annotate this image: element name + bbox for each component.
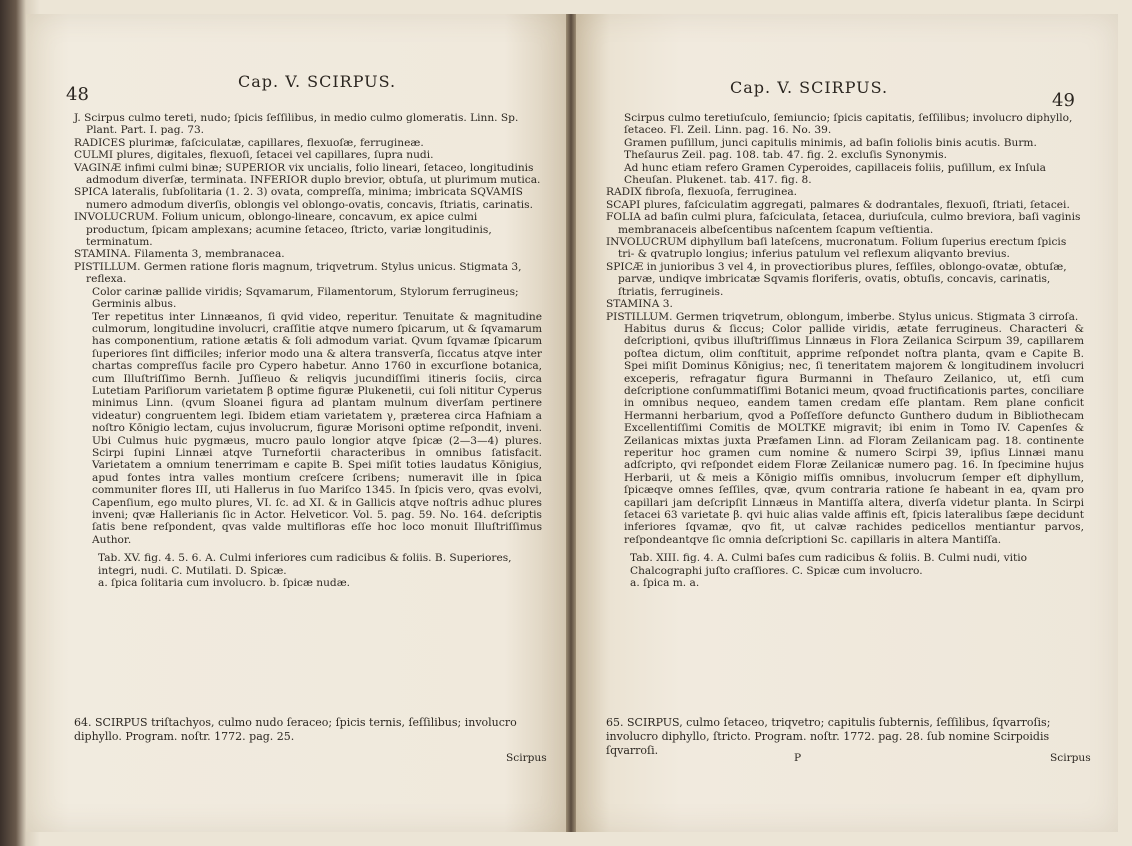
left-para: CULMI plures, digitales, flexuoſi, ſetacei vel capillares, ſupra nudi. <box>74 149 434 162</box>
right-entry-65: 65. SCIRPUS, culmo ſetaceo, triqvetro; capitulis ſubternis, ſeſſilibus, ſqvarroſis; involucro diphyllo, ſtricto. Program. noſtr. 1772. pag. 28. ſub nomine Scirpoidis ſqvarroſi. <box>606 716 1051 757</box>
left-para: RADICES plurimæ, faſciculatæ, capillares, flexuoſæ, ferrugineæ. <box>74 136 424 149</box>
right-page-number: 49 <box>1052 90 1075 111</box>
right-para: Scirpus culmo teretiuſculo, ſemiuncio; ſpicis capitatis, ſeſſilibus; involucro diphyllo, ſetaceo. Fl. Zeil. Linn. pag. 16. No. 39. <box>624 112 1073 137</box>
right-para: Gramen puſillum, junci capitulis minimis, ad baſin foliolis binis acutis. Burm. Theſaurus Zeil. pag. 108. tab. 47. fig. 2. excluſis Synonymis. <box>624 136 1037 162</box>
left-page-number: 48 <box>66 84 89 105</box>
right-para: FOLIA ad baſin culmi plura, faſciculata, ſetacea, duriuſcula, culmo breviora, baſi vaginis membranaceis albeſcentibus naſcentem ſcapum veſtientia. <box>606 211 1081 236</box>
right-para: RADIX fibroſa, flexuoſa, ferruginea. <box>606 186 798 199</box>
left-para: PISTILLUM. Germen ratione floris magnum, triqvetrum. Stylus unicus. Stigmata 3, reflexa. <box>74 260 522 286</box>
left-para: Color carinæ pallide viridis; Sqvamarum, Filamentorum, Stylorum ferrugineus; Germinis albus. <box>92 285 519 311</box>
left-para: VAGINÆ infimi culmi binæ; SUPERIOR vix uncialis, folio lineari, ſetaceo, longitudinis admodum diverſæ, terminata. INFERIOR duplo brevior, obtuſa, ut plurimum mutica. <box>74 161 541 187</box>
left-entry-64: 64. SCIRPUS triſtachyos, culmo nudo ſeraceo; ſpicis ternis, ſeſſilibus; involucro diphyllo. Program. noſtr. 1772. pag. 25. <box>74 716 517 743</box>
left-catchword: Scirpus <box>506 752 547 764</box>
right-para: Ad hunc etiam refero Gramen Cyperoides, capillaceis foliis, puſillum, ex Inſula Cheuſan. Plukenet. tab. 417. fig. 8. <box>624 161 1046 187</box>
left-para: SPICA lateralis, ſubſolitaria (1. 2. 3) ovata, compreſſa, minima; imbricata SQVAMIS numero admodum diverſis, oblongis vel oblongo-ovatis, concavis, ſtriatis, carinatis. <box>74 186 533 211</box>
right-para: INVOLUCRUM diphyllum baſi lateſcens, mucronatum. Folium ſuperius erectum ſpicis tri- & qvatruplo longius; inferius patulum vel reflexum aliqvanto brevius. <box>606 236 1067 261</box>
left-para: STAMINA. Filamenta 3, membranacea. <box>74 248 285 261</box>
left-para: INVOLUCRUM. Folium unicum, oblongo-lineare, concavum, ex apice culmi productum, ſpicam amplexans; acumine ſetaceo, ſtricto, variæ longitudinis, terminatum. <box>74 211 492 249</box>
left-page <box>26 14 572 832</box>
right-para: PISTILLUM. Germen triqvetrum, oblongum, imberbe. Stylus unicus. Stigmata 3 cirroſa. <box>606 310 1079 323</box>
left-para: Ter repetitus inter Linnæanos, ſi qvid video, reperitur. Tenuitate & magnitudine culmorum, longitudine involucri, craſſitie atqve numero ſpicarum, ut & ſqvamarum has componentium, ratione ætatis & ſoli admodum variat. Qvum ſqvamæ ſpicarum ſuperiores ſint difficiles; inferior modo una & altera transverſa, ſiccatus atqve inter chartas compreſſus facile pro Cypero habetur. Anno 1760 in excurſione botanica, cum Illuſtriſſimo Bernh. Juſſieuo & reliqvis jucundiſſimi itineris ſociis, circa Lutetiam Pariſiorum varietatem β optime figuræ Plukenetii, cui ſoli nititur Cyperus minimus Linn. (qvum Sloanei figura ad plantam mulnum diverſam pertinere videatur) congruentem legi. Ibidem etiam varietatem γ, præterea circa Hafniam a noſtro Kōnigio lectam, cujus involucrum, figuræ Morisoni optime reſpondit, inveni. Ubi Culmus huic pygmæus, mucro paulo longior atqve ſpicæ (2—3—4) plures. Scirpi ſupini Linnæi atqve Turnefortii characteribus in omnibus ſatisfacit. Varietatem a omnium tenerrimam e capite B. Spei miſit toties laudatus Kōnigius, apud fontes intra valles montium creſcere ſcribens; numeravit ille in ſpica communiter flores III, uti Hallerus in ſuo Mariſco 1345. In ſpicis vero, qvas evolvi, Capenſium, ego multo plures, VI. ſc. ad XI. & in Gallicis atqve noſtris adhuc plures inveni; qvæ Hallerianis ſic in Actor. Helveticor. Vol. 5. pag. 59. No. 164. deſcriptis ſatis bene reſpondent, qvas valde multifloras eſſe hoc loco monuit Illuſtriſſimus Author. <box>92 310 542 546</box>
right-para: Habitus durus & ſiccus; Color pallide viridis, ætate ferrugineus. Characteri & deſcriptioni, qvibus illuſtriſſimus Linnæus in Flora Zeilanica Scirpum 39, capillarem poſtea dictum, olim conſtituit, apprime reſpondet noſtra planta, qvam e Capite B. Spei miſit Dominus Kōnigius; nec, ſi teneritatem majorem & longitudinem involucri exceperis, refragatur figura Burmanni in Theſauro Zeilanico, ut, etſi cum deſcriptione conſummatiſſimi Botanici meum, qvoad fructificationis partes, conciliare in omnibus nequeo, eandem tamen credam eſſe plantam. Rem plane conficit Hermanni herbarium, qvod a Poſſeſſore defuncto Gunthero dudum in Bibliothecam Excellentiſſimi Comitis de MOLTKE migravit; ibi enim in Tomo IV. Capenſes & Zeilanicas mixtas juxta Præfamen Linn. ad Floram Zeilanicam pag. 18. continente reperitur hoc gramen cum nomine & numero Scirpi 39, ipſius Linnæi manu adſcripto, qvi reſpondet eidem Floræ Zeilanicæ numero pag. 16. In ſpecimine hujus Herbarii, ut & meis a Kōnigio miſſis omnibus, involucrum ſemper eſt diphyllum, ſpicæqve omnes ſeſſiles, qvæ, qvum contraria ratione ſe habeant in ea, qvam pro capillari jam deſcripſit Linnæus in Mantiſſa altera, diverſa videtur planta. In Scirpi ſetacei 63 varietate β. qvi huic alias valde affinis eſt, ſpicis lateralibus ſæpe decidunt inferiores ſqvamæ, qvo fit, ut calvæ rachides pedicellos mentiantur parvos, reſpondeantqve ſic omnia deſcriptioni Sc. capillaris in altera Mantiſſa. <box>624 322 1084 546</box>
right-body <box>606 112 1084 589</box>
right-catchword: Scirpus <box>1050 752 1091 764</box>
right-page <box>572 14 1118 832</box>
right-plate-caption: Tab. XIII. fig. 4. A. Culmi baſes cum radicibus & foliis. B. Culmi nudi, vitio Chalcographi juſto craſſiores. C. Spicæ cum involucro. <box>630 552 1028 577</box>
left-body <box>74 112 542 589</box>
left-running-header: Cap. V. SCIRPUS. <box>238 72 397 91</box>
right-signature: P <box>794 752 802 764</box>
left-plate-caption: a. ſpica ſolitaria cum involucro. b. ſpicæ nudæ. <box>98 577 351 590</box>
right-running-header: Cap. V. SCIRPUS. <box>730 78 889 97</box>
book-gutter <box>566 14 576 832</box>
right-para: SCAPI plures, faſciculatim aggregati, palmares & dodrantales, flexuoſi, ſtriati, ſetacei. <box>606 198 1070 211</box>
left-para: J. Scirpus culmo tereti, nudo; ſpicis ſeſſilibus, in medio culmo glomeratis. Linn. Sp. Plant. Part. I. pag. 73. <box>74 112 519 137</box>
left-plate-caption: Tab. XV. fig. 4. 5. 6. A. Culmi inferiores cum radicibus & foliis. B. Superiores, integri, nudi. C. Mutilati. D. Spicæ. <box>98 552 512 577</box>
right-plate-caption: a. ſpica m. a. <box>630 577 700 590</box>
right-para: SPICÆ in junioribus 3 vel 4, in provectioribus plures, ſeſſiles, oblongo-ovatæ, obtuſæ, parvæ, undiqve imbricatæ Sqvamis floriferis, ovatis, obtuſis, concavis, carinatis, ſtriatis, ferrugineis. <box>606 260 1067 298</box>
right-para: STAMINA 3. <box>606 298 673 311</box>
